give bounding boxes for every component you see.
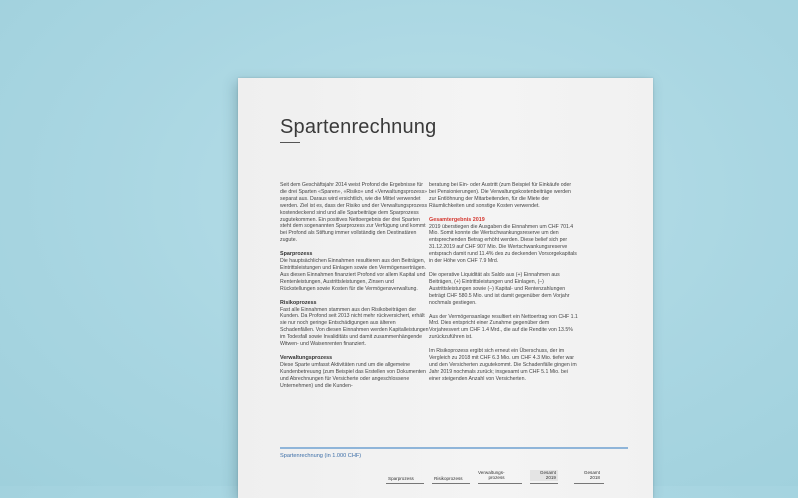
table-header-label: Risikoprozess [434,476,463,481]
section-heading: Sparprozess [280,251,313,258]
section-paragraph: Die operative Liquidität als Saldo aus (+) Einnahmen aus Beiträgen, (+) Eintrittsleistungen und Einlagen, (–) Austrittsleistungen sowie (–) Kapital- und Rentenzahlungen beträgt CHF 580.5 Mio. und ist damit gegenüber dem Vorjahr nochmals gestiegen. [429,271,570,306]
table-header-label: Gesamt [583,470,600,475]
title-underline [280,142,300,143]
table-header-label: Verwaltungs- [478,470,505,475]
section-paragraph: Diese Sparte umfasst Aktivitäten rund um die allgemeine Kundenbetreuung (zum Beispiel das Erstellen von Dokumenten und Abrechnungen für Versicherte oder angeschlossene Unternehmen) und die Kunden- [280,361,426,389]
section-paragraph: Fast alle Einnahmen stammen aus den Risikobeiträgen der Kunden. Da Profond seit 2013 nicht mehr rückversichert, erhält sie nur noch geringe Entschädigungen aus älteren Schadenfällen. Von diesen Einnahmen werden Kapitalleistungen im Todesfall sowie Invaliditäts und damit zusammenhängende Witwen- und Waisenrenten finanziert. [280,306,429,348]
table-header-sparprozess [388,476,414,481]
table-header-verwaltungsprozess [478,470,505,481]
table-header-rule [530,483,558,484]
table-header-rule [574,483,604,484]
table-header-rule [432,483,470,484]
table-header-gesamt-2019 [530,470,558,481]
document-page [238,78,653,498]
right-text-column [429,182,579,390]
table-header-label: 2018 [589,475,600,481]
page-title: Spartenrechnung [280,116,437,138]
section-paragraph: Im Risikoprozess ergibt sich erneut ein Überschuss, der im Vergleich zu 2018 mit CHF 6.3 Mio. um CHF 4.3 Mio. tiefer war und den Versicherten zugutekommt. Die Schadenfälle gingen im Jahr 2019 nochmals zurück; insgesamt um CHF 5.1 Mio. bei einer steigenden Anzahl von Versicherten. [429,348,577,382]
left-text-column [280,182,430,396]
section-paragraph: Aus der Vermögensanlage resultiert ein Nettoertrag von CHF 1.1 Mrd. Dies entspricht einer Zunahme gegenüber dem Vorjahresvert um CHF 1.4 Mrd., die auf die Rendite von 13.5% zurückzuführen ist. [429,313,578,341]
table-header-rule [386,483,424,484]
table-top-rule [280,447,628,449]
table-header-label: prozess [488,475,505,481]
section-heading: Risikoprozess [280,299,317,306]
section-heading: Verwaltungsprozess [280,354,333,361]
table-header-label: 2019 [545,475,556,481]
section-paragraph: beratung bei Ein- oder Austritt (zum Beispiel für Einkäufe oder bei Pensionierungen). Die Verwaltungskostenbeiträge werden zur Entlöhnung der Mitarbeitenden, für die Miete der Räumlichkeiten und sonstige Kosten verwendet. [429,182,572,209]
table-header-risikoprozess [434,476,463,481]
table-header-rule [478,483,522,484]
table-header-gesamt-2018 [574,470,600,481]
intro-paragraph: Seit dem Geschäftsjahr 2014 weist Profond die Ergebnisse für die drei Sparten «Sparen», «Risiko» und «Verwaltungsprozess» separat aus. Daraus wird ersichtlich, wie die Mittel verwendet werden. Ziel ist es, dass der Risiko und der Verwaltungsprozess kostendeckend sind und alle Sparbeiträge dem Sparprozess zugutekommen. Ein positives Nettoergebnis der drei Sparten steht dem sogenannten Sparprozess zur Verfügung und kommt bei Profond als Stiftung immer vollständig den Destinatären zugute. [280,182,428,244]
section-paragraph: 2019 überstiegen die Ausgaben die Einnahmen um CHF 701.4 Mio. Somit konnte die Wertschwankungsreserve um den entsprechenden Betrag erhöht werden. Diese belief sich per 31.12.2019 auf CHF 907 Mio. Die Wertschwankungsreserve entsprach damit rund 11.4% des zu deckenden Vorsorgekapitals in der Höhe von CHF 7.9 Mrd. [429,223,577,265]
highlight-heading: Gesamtergebnis 2019 [429,216,485,223]
table-header-label: Sparprozess [388,476,414,481]
table-header-label: Gesamt [539,470,556,475]
table-title: Spartenrechnung (in 1.000 CHF) [280,453,362,459]
section-paragraph: Die hauptsächlichen Einnahmen resultieren aus den Beiträgen, Eintrittsleistungen und Einlagen sowie den Vermögenserträgen. Aus diesen Einnahmen finanziert Profond vor allem Kapital und Rentenleistungen, Austrittsleistungen, Zinsen und Rückstellungen sowie Kosten für die Vermögensverwaltung. [280,258,426,292]
